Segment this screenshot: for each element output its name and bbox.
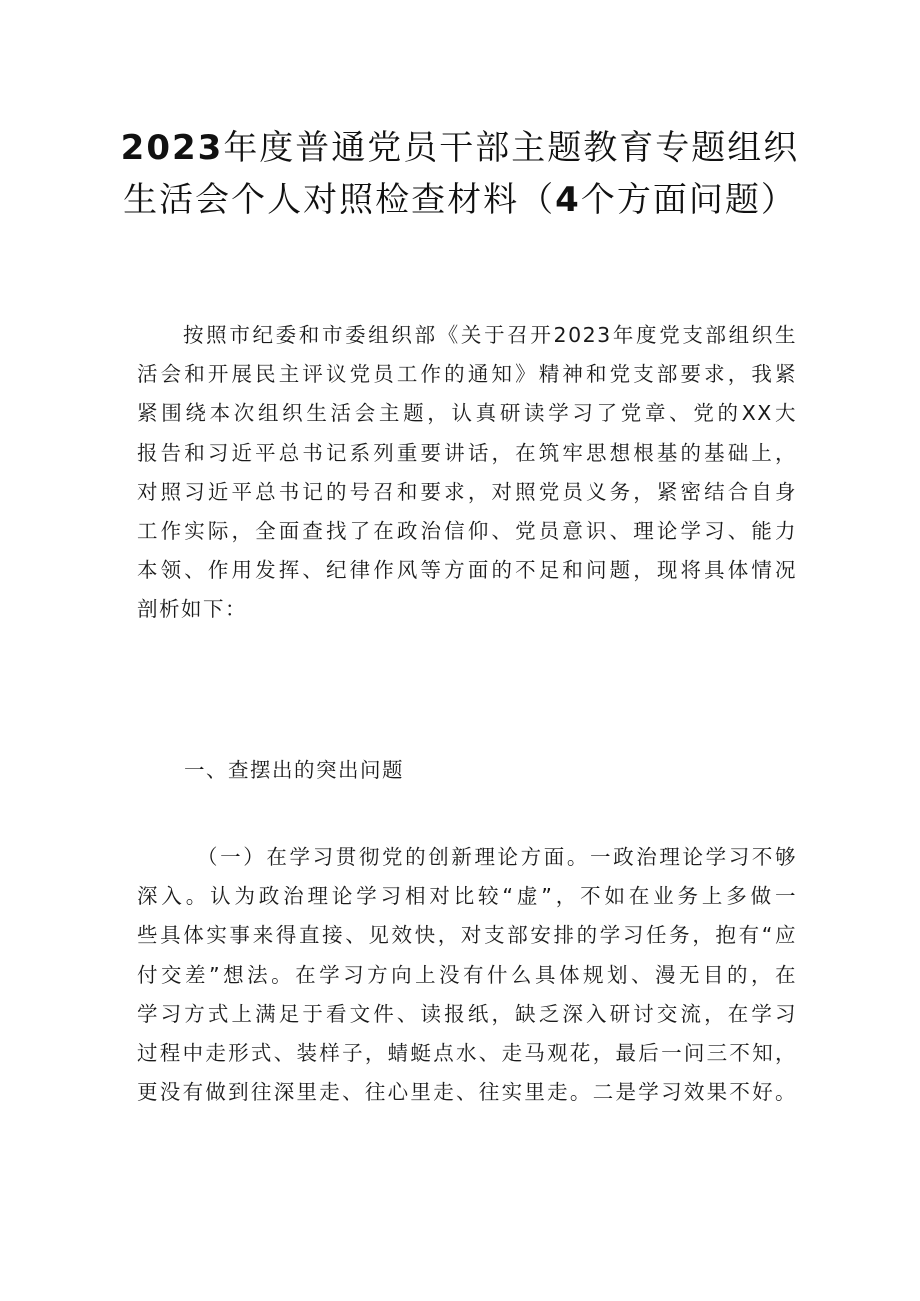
title-line-1-text: 年度普通党员干部主题教育专题组织 (223, 128, 800, 168)
intro-paragraph (137, 316, 797, 630)
paragraph-line: 紧围绕本次组织生活会主题，认真研读学习了党章、党的XX大 (137, 401, 797, 426)
section-1-paragraph (137, 838, 797, 1112)
title-year: 2023 (120, 128, 224, 168)
section-heading: 一、查摆出的突出问题 (184, 758, 404, 782)
paragraph-line: 工作实际，全面查找了在政治信仰、党员意识、理论学习、能力 (137, 519, 797, 544)
title-line-2-text: 生活会个人对照检查材料（ (123, 180, 556, 220)
paragraph-line: 剖析如下： (137, 597, 247, 622)
title-line-2-end: 个方面问题） (580, 180, 797, 220)
paragraph-line: 些具体实事来得直接、见效快，对支部安排的学习任务，抱有“应 (137, 923, 797, 948)
paragraph-line: 按照市纪委和市委组织部《关于召开2023年度党支部组织生 (183, 323, 797, 347)
title-count: 4 (555, 180, 581, 220)
paragraph-line: 过程中走形式、装样子，蜻蜓点水、走马观花，最后一问三不知， (137, 1041, 797, 1066)
paragraph-line: 对照习近平总书记的号召和要求，对照党员义务，紧密结合自身 (137, 479, 797, 504)
paragraph-line: 报告和习近平总书记系列重要讲话，在筑牢思想根基的基础上， (137, 440, 797, 465)
paragraph-line: 付交差”想法。在学习方向上没有什么具体规划、漫无目的，在 (137, 962, 797, 987)
paragraph-line: 深入。认为政治理论学习相对比较“虚”，不如在业务上多做一 (137, 884, 797, 909)
paragraph-line: （一）在学习贯彻党的创新理论方面。一政治理论学习不够 (197, 845, 797, 869)
document-title (100, 122, 820, 226)
paragraph-line: 本领、作用发挥、纪律作风等方面的不足和问题，现将具体情况 (137, 558, 797, 583)
paragraph-line: 活会和开展民主评议党员工作的通知》精神和党支部要求，我紧 (137, 362, 797, 387)
paragraph-line: 学习方式上满足于看文件、读报纸，缺乏深入研讨交流，在学习 (137, 1001, 797, 1026)
title-line-1 (100, 122, 820, 174)
paragraph-line: 更没有做到往深里走、往心里走、往实里走。二是学习效果不好。 (137, 1080, 797, 1105)
title-line-2 (100, 174, 820, 226)
